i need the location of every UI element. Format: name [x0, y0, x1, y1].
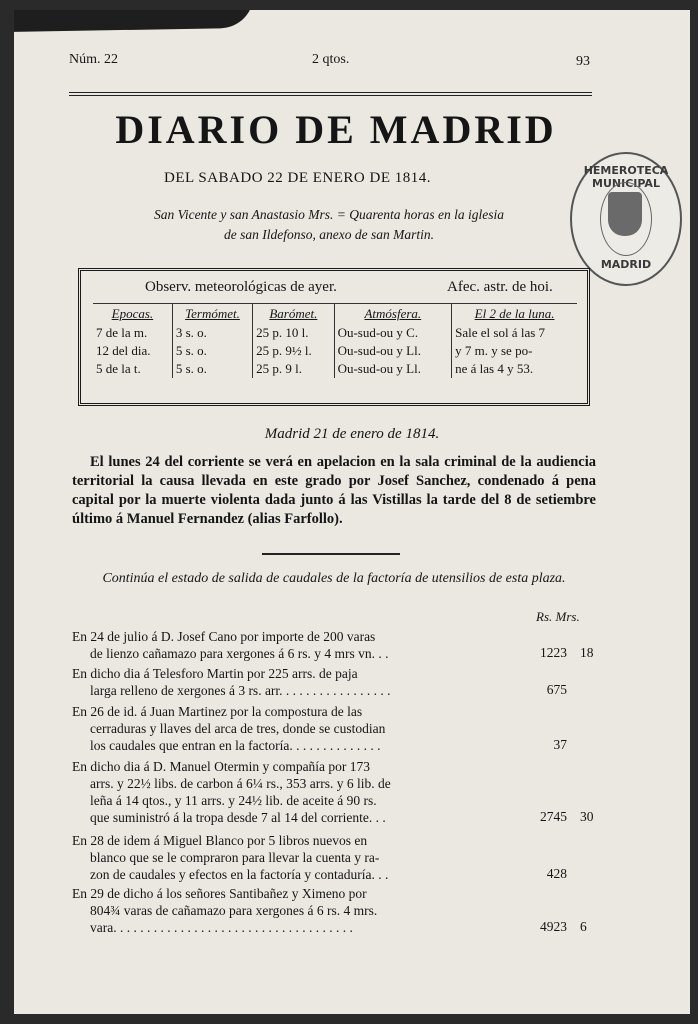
astro-heading: Afec. astr. de hoi.	[447, 279, 553, 295]
weather-row	[93, 342, 577, 360]
entry-line: que suministró á la tropa desde 7 al 14 del corriente. . .	[90, 810, 386, 825]
header-rule	[69, 92, 592, 96]
weather-cell: 25 p. 9½ l.	[253, 342, 334, 360]
accounts-column-header: Rs. Mrs.	[536, 609, 580, 624]
entry-line: 804¾ varas de cañamazo para xergones á 6 rs. 4 mrs.	[90, 903, 378, 918]
entry-line: blanco que se le compraron para llevar la cuenta y ra-	[90, 850, 380, 865]
weather-cell: Ou-sud-ou y C.	[334, 324, 452, 342]
entry-line: de lienzo cañamazo para xergones á 6 rs. y 4 mrs vn. . .	[90, 646, 389, 661]
entry-line: En 24 de julio á D. Josef Cano por importe de 200 varas	[72, 629, 376, 644]
page-number: 93	[576, 54, 590, 69]
entry-line: En dicho dia á D. Manuel Otermin y compañía por 173	[72, 759, 371, 774]
weather-box	[78, 268, 590, 406]
entry-line: arrs. y 22½ libs. de carbon á 6¼ rs., 353 arrs. y 6 lib. de	[90, 776, 391, 791]
entry-line: los caudales que entran en la factoría. . . . . . . . . . . . . .	[90, 738, 381, 753]
amount-maravedis: 18	[580, 645, 594, 660]
weather-cell: Sale el sol á las 7	[452, 324, 577, 342]
entry-line: leña á 14 qtos., y 11 arrs. y 24½ lib. de aceite á 90 rs.	[90, 793, 377, 808]
entry-line: zon de caudales y efectos en la factoría y contaduría. . .	[90, 867, 389, 882]
weather-body	[93, 324, 577, 378]
account-entry	[72, 703, 500, 754]
coat-of-arms-icon	[608, 192, 642, 236]
issue-number: Núm. 22	[69, 52, 118, 67]
news-paragraph: El lunes 24 del corriente se verá en apelacion en la sala criminal de la audiencia territorial la causa llevada en este grado por Josef Sanchez, condenado á pena capital por la muerte violenta dada junto á las Vistillas la tarde del 8 de setiembre último á Manuel Fernandez (alias Farfollo).	[72, 454, 596, 527]
weather-col-header: Epocas.	[93, 304, 172, 325]
weather-table	[93, 303, 577, 378]
issue-price: 2 qtos.	[312, 52, 350, 67]
entry-line: cerraduras y llaves del arca de tres, donde se custodian	[90, 721, 386, 736]
weather-cell: 25 p. 9 l.	[253, 360, 334, 378]
weather-cell: Ou-sud-ou y Ll.	[334, 342, 452, 360]
account-entry	[72, 758, 500, 826]
news-dateline: Madrid 21 de enero de 1814.	[264, 426, 440, 442]
amount-maravedis: 6	[580, 919, 587, 934]
account-entry	[72, 832, 500, 883]
saints-of-day	[84, 205, 574, 245]
entry-line: vara. . . . . . . . . . . . . . . . . . . . . . . . . . . . . . . . . . . .	[90, 920, 353, 935]
amount-reales: 2745	[540, 809, 567, 824]
newspaper-page	[14, 10, 690, 1014]
weather-header-row	[93, 304, 577, 325]
weather-col-header: Barómet.	[253, 304, 334, 325]
stamp-bottom-text: MADRID	[600, 258, 652, 271]
weather-col-header: Termómet.	[172, 304, 252, 325]
weather-col-header: Atmósfera.	[334, 304, 452, 325]
weather-cell: Ou-sud-ou y Ll.	[334, 360, 452, 378]
account-entry	[72, 885, 500, 936]
amount-reales: 428	[546, 866, 567, 881]
amount-reales: 1223	[540, 645, 567, 660]
entry-line: En 26 de id. á Juan Martinez por la compostura de las	[72, 704, 363, 719]
weather-cell: ne á las 4 y 53.	[452, 360, 577, 378]
weather-cell: y 7 m. y se po-	[452, 342, 577, 360]
weather-cell: 5 s. o.	[172, 360, 252, 378]
weather-cell: 12 del dia.	[96, 343, 151, 358]
weather-row	[93, 324, 577, 342]
amount-reales: 4923	[540, 919, 567, 934]
saints-line: San Vicente y san Anastasio Mrs. = Quarenta horas en la iglesia	[153, 207, 505, 222]
weather-cell: 5 s. o.	[172, 342, 252, 360]
account-entry	[72, 665, 500, 699]
weather-col-header: El 2 de la luna.	[452, 304, 577, 325]
amount-reales: 675	[546, 682, 567, 697]
saints-line: de san Ildefonso, anexo de san Martin.	[224, 227, 434, 242]
amount-maravedis: 30	[580, 809, 594, 824]
weather-row	[93, 360, 577, 378]
account-entry	[72, 628, 500, 662]
amount-reales: 37	[553, 737, 567, 752]
section-divider	[262, 553, 400, 555]
weather-heading: Observ. meteorológicas de ayer.	[145, 279, 337, 295]
entry-line: larga relleno de xergones á 3 rs. arr. . . . . . . . . . . . . . . . .	[90, 683, 391, 698]
entry-line: En 28 de idem á Miguel Blanco por 5 libros nuevos en	[72, 833, 368, 848]
accounts-title: Continúa el estado de salida de caudales de la factoría de utensilios de esta plaza.	[102, 571, 566, 586]
weather-cell: 7 de la m.	[96, 325, 148, 340]
masthead-title: DIARIO DE MADRID	[115, 107, 557, 152]
library-stamp	[570, 152, 682, 286]
entry-line: En dicho dia á Telesforo Martin por 225 arrs. de paja	[72, 666, 358, 681]
stamp-top-text: HEMEROTECA MUNICIPAL	[583, 164, 669, 190]
weather-cell: 3 s. o.	[172, 324, 252, 342]
weather-cell: 25 p. 10 l.	[253, 324, 334, 342]
weather-cell: 5 de la t.	[96, 361, 141, 376]
entry-line: En 29 de dicho á los señores Santibañez y Ximeno por	[72, 886, 367, 901]
issue-date: DEL SABADO 22 DE ENERO DE 1814.	[164, 170, 432, 186]
